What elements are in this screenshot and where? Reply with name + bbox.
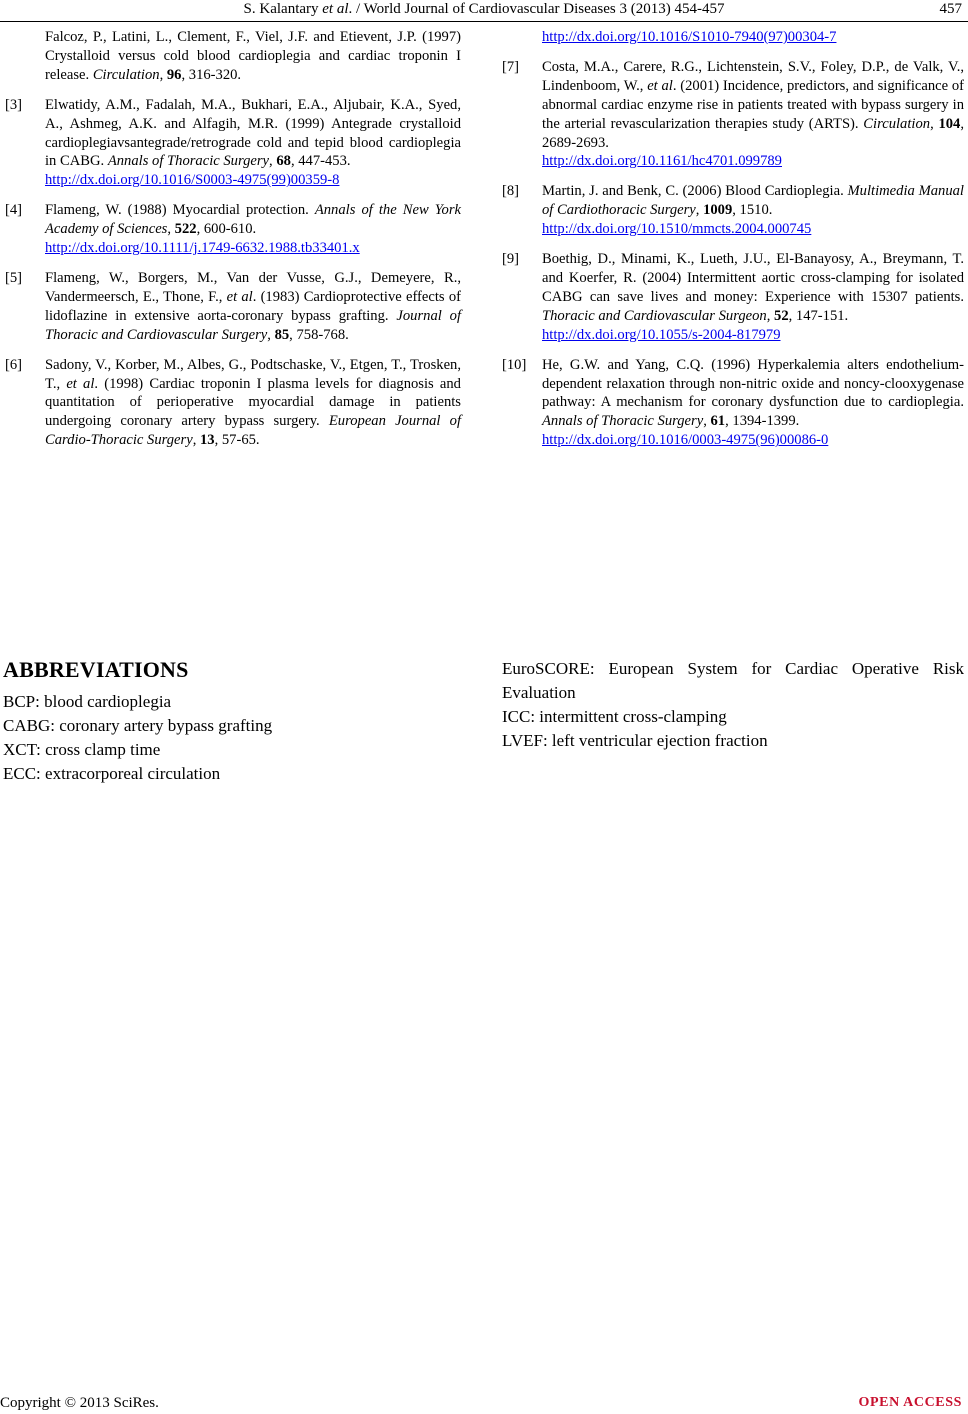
reference-volume: 52 — [774, 307, 789, 324]
reference-journal: Annals of Thoracic Surgery — [542, 413, 704, 430]
copyright-notice: Copyright © 2013 SciRes. — [0, 1395, 159, 1411]
running-title — [0, 1, 968, 18]
page-number: 457 — [939, 1, 962, 17]
reference-doi-link[interactable]: http://dx.doi.org/10.1016/S0003-4975(99)00359-8 — [45, 172, 340, 189]
reference-volume: 104 — [938, 115, 961, 132]
reference-entry — [502, 28, 964, 47]
reference-journal: Annals of Thoracic Surgery — [107, 153, 270, 170]
reference-authors-title: Costa, M.A., Carere, R.G., Lichtenstein, S.V., Foley, D.P., de Valk, V., Lindenboom, W., — [542, 58, 964, 94]
abbreviation-item: ECC: extracorporeal circulation — [3, 764, 221, 783]
abbreviation-item: BCP: blood cardioplegia — [3, 692, 172, 711]
abbreviation-item: EuroSCORE: European System for Cardiac Operative Risk Evaluation — [502, 659, 964, 702]
reference-volume: 68 — [276, 153, 291, 170]
references-left-column — [5, 29, 462, 461]
reference-volume: 96 — [166, 66, 182, 83]
reference-number: [5] — [5, 269, 23, 286]
reference-pages: , 57-65. — [214, 432, 260, 449]
reference-entry: [5] Flameng, W., Borgers, M., Van der Vusse, G.J., Demeyere, R., Vandermeersch, E., Thone, F., et al. (1983) Cardioprotective effects of lidoflazine in extensive aorta-coronary bypass grafting. Journal of Thoracic and Cardiovascular Surgery, 85, 758-768. — [5, 269, 462, 343]
reference-number: [7] — [502, 58, 520, 75]
reference-authors-title: Flameng, W. (1988) Myocardial protection. — [45, 202, 315, 219]
reference-pages: , 1510. — [732, 202, 773, 219]
header-rule — [0, 21, 968, 22]
reference-journal: Circulation — [863, 115, 931, 132]
reference-authors-title: Elwatidy, A.M., Fadalah, M.A., Bukhari, E.A., Aljubair, K.A., Syed, A., Ashmeg, A.K. and Alfagih, M.R. (1999) Antegrade crystalloid cardioplegiavsantegrade/retrograde cold and tepid blood cardioplegia in CABG. — [45, 96, 461, 170]
reference-authors-title: Boethig, D., Minami, K., Lueth, J.U., El-Banayosy, A., Breymann, T. and Koerfer, R. (2004) Intermittent aortic cross-clamping for isolated CABG can save lives and money: Experience with 15307 patients. — [542, 251, 964, 305]
reference-etal: et al — [226, 288, 253, 305]
reference-authors-title: Martin, J. and Benk, C. (2006) Blood Cardioplegia. — [542, 183, 848, 200]
reference-journal: Journal of Thoracic and Cardiovascular Surgery — [45, 307, 462, 343]
reference-pages: , 147-151. — [788, 307, 849, 324]
abbreviation-item: LVEF: left ventricular ejection fraction — [502, 731, 768, 750]
reference-authors-title: Falcoz, P., Latini, L., Clement, F., Viel, J.F. and Etievent, J.P. (1997) Crystalloid versus cold blood cardioplegia and cardiac troponin I release. — [45, 29, 461, 83]
reference-number: [4] — [5, 202, 23, 219]
reference-entry: [10] He, G.W. and Yang, C.Q. (1996) Hyperkalemia alters endothelium-dependent relaxation through non-nitric oxide and noncy-clooxygenase pathway: A mechanism for coronary dysfunction due to cardioplegia. Annals of Thoracic Surgery, 61, 1394-1399. http://dx.doi.org/10.1016/0003-4975(96)00086-0 — [502, 356, 964, 449]
reference-doi-link[interactable]: http://dx.doi.org/10.1111/j.1749-6632.1988.tb33401.x — [45, 240, 360, 257]
reference-volume: 61 — [710, 413, 726, 430]
reference-entry: [7] Costa, M.A., Carere, R.G., Lichtenstein, S.V., Foley, D.P., de Valk, V., Lindenboom, W., et al. (2001) Incidence, predictors, and significance of abnormal cardiac enzyme rise in patients treated with bypass surgery in the arterial revascularization therapies study (ARTS). Circulation, 104, 2689-2693. http://dx.doi.org/10.1161/hc4701.099789 — [502, 58, 964, 170]
reference-doi-link[interactable]: http://dx.doi.org/10.1055/s-2004-817979 — [542, 326, 781, 343]
reference-entry: [8] Martin, J. and Benk, C. (2006) Blood Cardioplegia. Multimedia Manual of Cardiothoracic Surgery, 1009, 1510. http://dx.doi.org/10.1510/mmcts.2004.000745 — [502, 183, 964, 238]
reference-pages: , 758-768. — [289, 326, 349, 343]
reference-journal: European Journal of Cardio-Thoracic Surgery — [45, 413, 461, 449]
running-head — [0, 0, 968, 22]
reference-authors-title: Flameng, W., Borgers, M., Van der Vusse, G.J., Demeyere, R., Vandermeersch, E., Thone, F., — [45, 269, 461, 305]
reference-volume: 13 — [199, 432, 215, 449]
reference-pages: , 1394-1399. — [725, 413, 800, 430]
abbreviation-item: CABG: coronary artery bypass grafting — [3, 716, 273, 735]
reference-entry: [9] Boethig, D., Minami, K., Lueth, J.U., El-Banayosy, A., Breymann, T. and Koerfer, R. (2004) Intermittent aortic cross-clamping for isolated CABG can save lives and money: Experience with 15307 patients. Thoracic and Cardiovascular Surgeon, 52, 147-151. http://dx.doi.org/10.1055/s-2004-817979 — [502, 251, 964, 343]
header-etal: et al — [322, 1, 349, 17]
abbreviations-heading: ABBREVIATIONS — [3, 657, 189, 682]
reference-doi-link[interactable]: http://dx.doi.org/10.1161/hc4701.099789 — [542, 153, 782, 170]
reference-number: [9] — [502, 251, 520, 268]
reference-authors-title: Sadony, V., Korber, M., Albes, G., Podtschaske, V., Etgen, T., Trosken, T., — [45, 356, 461, 392]
reference-pages: , 316-320. — [181, 66, 242, 83]
reference-title: . (1998) Cardiac troponin I plasma levels for diagnosis and quantitation of perioperative myocardial damage in patients undergoing coronary artery bypass surgery. — [45, 375, 461, 430]
header-journal-info: . / World Journal of Cardiovascular Diseases 3 (2013) 454-457 — [348, 1, 725, 17]
abbreviation-item: XCT: cross clamp time — [3, 740, 161, 759]
header-author: S. Kalantary — [243, 1, 319, 17]
reference-doi-link[interactable]: http://dx.doi.org/10.1510/mmcts.2004.000745 — [542, 221, 812, 238]
reference-entry: [4] Flameng, W. (1988) Myocardial protection. Annals of the New York Academy of Sciences, 522, 600-610. http://dx.doi.org/10.1111/j.1749-6632.1988.tb33401.x — [5, 202, 461, 257]
reference-title: . (1983) Cardioprotective effects of lidoflazine in extensive aorta-coronary bypass grafting. — [45, 288, 461, 324]
reference-number: [6] — [5, 356, 23, 373]
abbreviation-item: ICC: intermittent cross-clamping — [502, 707, 727, 726]
reference-pages: , 600-610. — [196, 221, 257, 238]
abbreviations-left — [3, 656, 463, 786]
reference-number: [10] — [502, 356, 527, 373]
reference-volume: 522 — [174, 221, 197, 238]
reference-volume: 1009 — [703, 202, 733, 219]
reference-journal: Annals of the New York Academy of Sciences — [45, 202, 461, 238]
reference-entry: Falcoz, P., Latini, L., Clement, F., Viel, J.F. and Etievent, J.P. (1997) Crystalloid versus cold blood cardioplegia and cardiac troponin I release. Circulation, 96, 316-320. — [45, 29, 461, 83]
references-right-column — [502, 29, 964, 461]
reference-etal: et al — [647, 77, 673, 94]
open-access-label: OPEN ACCESS — [858, 1395, 962, 1410]
reference-authors-title: He, G.W. and Yang, C.Q. (1996) Hyperkalemia alters endothelium-dependent relaxation through non-nitric oxide and noncy-clooxygenase pathway: A mechanism for coronary dysfunction due to cardioplegia. — [542, 356, 964, 411]
reference-journal: Thoracic and Cardiovascular Surgeon — [542, 307, 767, 324]
abbreviations-right — [502, 656, 964, 753]
reference-pages: , 2689-2693. — [542, 115, 964, 151]
reference-volume: 85 — [274, 326, 290, 343]
reference-pages: , 447-453. — [290, 153, 351, 170]
reference-title: . (2001) Incidence, predictors, and significance of abnormal cardiac enzyme rise in patients treated with bypass surgery in the arterial revascularization therapies study (ARTS). — [542, 77, 964, 132]
reference-journal: Multimedia Manual of Cardiothoracic Surgery — [542, 183, 964, 219]
reference-number: [8] — [502, 183, 520, 200]
reference-journal: Circulation — [92, 66, 160, 83]
reference-doi-link[interactable]: http://dx.doi.org/10.1016/0003-4975(96)00086-0 — [542, 432, 829, 449]
reference-entry: [6] Sadony, V., Korber, M., Albes, G., Podtschaske, V., Etgen, T., Trosken, T., et al. (1998) Cardiac troponin I plasma levels for diagnosis and quantitation of perioperative myocardial damage in patients undergoing coronary artery bypass surgery. European Journal of Cardio-Thoracic Surgery, 13, 57-65. — [5, 356, 461, 449]
reference-doi-link[interactable]: http://dx.doi.org/10.1016/S1010-7940(97)00304-7 — [542, 29, 837, 45]
reference-etal: et al — [66, 375, 95, 392]
reference-number: [3] — [5, 96, 23, 113]
reference-entry: [3] Elwatidy, A.M., Fadalah, M.A., Bukhari, E.A., Aljubair, K.A., Syed, A., Ashmeg, A.K. and Alfagih, M.R. (1999) Antegrade crystalloid cardioplegiavsantegrade/retrograde cold and tepid blood cardioplegia in CABG. Annals of Thoracic Surgery, 68, 447-453. http://dx.doi.org/10.1016/S0003-4975(99)00359-8 — [5, 96, 461, 189]
